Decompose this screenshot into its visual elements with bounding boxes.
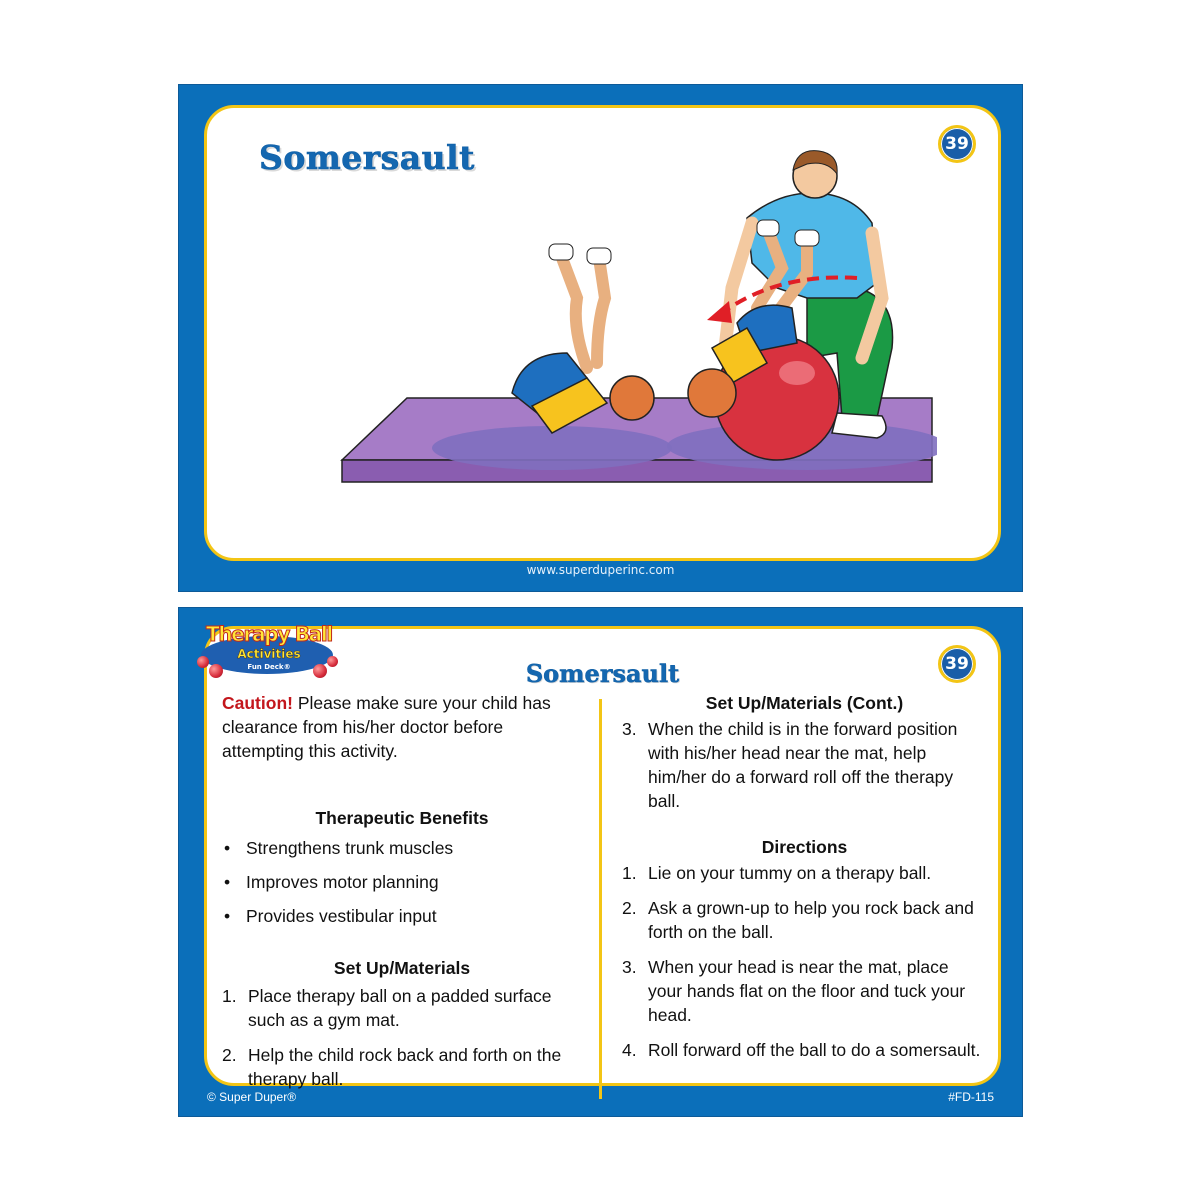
product-code: #FD-115	[948, 1090, 994, 1104]
caution-note	[222, 691, 582, 763]
website-url[interactable]: www.superduperinc.com	[526, 563, 675, 577]
list-item: 1. Place therapy ball on a padded surface such as a gym mat.	[222, 986, 552, 1030]
card-back-panel	[204, 626, 1001, 1089]
benefits-list	[222, 836, 582, 928]
copyright: © Super Duper®	[207, 1090, 297, 1104]
therapy-ball-logo	[195, 620, 339, 684]
logo-line2: Activities	[237, 647, 301, 661]
list-item: 2. Ask a grown-up to help you rock back and forth on the ball.	[622, 898, 974, 942]
left-column	[222, 691, 582, 1102]
somersault-illustration	[337, 148, 937, 568]
right-column	[622, 691, 987, 1073]
caution-text: Please make sure your child has clearance from his/her doctor before attempting this activity.	[222, 693, 551, 761]
card-number-badge: 39	[938, 125, 976, 163]
directions-list	[622, 861, 987, 1062]
card-front	[178, 84, 1023, 592]
list-item: 3. When your head is near the mat, place your hands flat on the floor and tuck your head.	[622, 957, 966, 1025]
caution-label: Caution!	[222, 693, 293, 713]
card-back	[178, 607, 1023, 1117]
list-item: • Provides vestibular input	[222, 904, 582, 928]
list-item: 2. Help the child rock back and forth on the therapy ball.	[222, 1045, 562, 1089]
setup-cont-list	[622, 717, 987, 813]
list-item: 4. Roll forward off the ball to do a somersault.	[622, 1040, 981, 1060]
logo-line3: Fun Deck®	[247, 663, 291, 671]
list-item: • Improves motor planning	[222, 870, 582, 894]
setup-cont-heading: Set Up/Materials (Cont.)	[705, 693, 904, 713]
list-item: 1. Lie on your tummy on a therapy ball.	[622, 863, 932, 883]
setup-heading: Set Up/Materials	[333, 958, 471, 978]
column-divider	[599, 699, 602, 1099]
list-item: 3. When the child is in the forward position with his/her head near the mat, help him/her do a forward roll off the therapy ball.	[622, 719, 958, 811]
setup-list	[222, 984, 582, 1091]
card-front-panel	[204, 105, 1001, 561]
logo-line1: Therapy Ball	[206, 622, 332, 646]
directions-heading: Directions	[761, 837, 848, 857]
card-number-badge: 39	[938, 645, 976, 683]
list-item: • Strengthens trunk muscles	[222, 836, 582, 860]
benefits-heading: Therapeutic Benefits	[315, 808, 489, 828]
card-title: Somersault	[525, 659, 680, 688]
card-title: Somersault	[259, 138, 475, 177]
